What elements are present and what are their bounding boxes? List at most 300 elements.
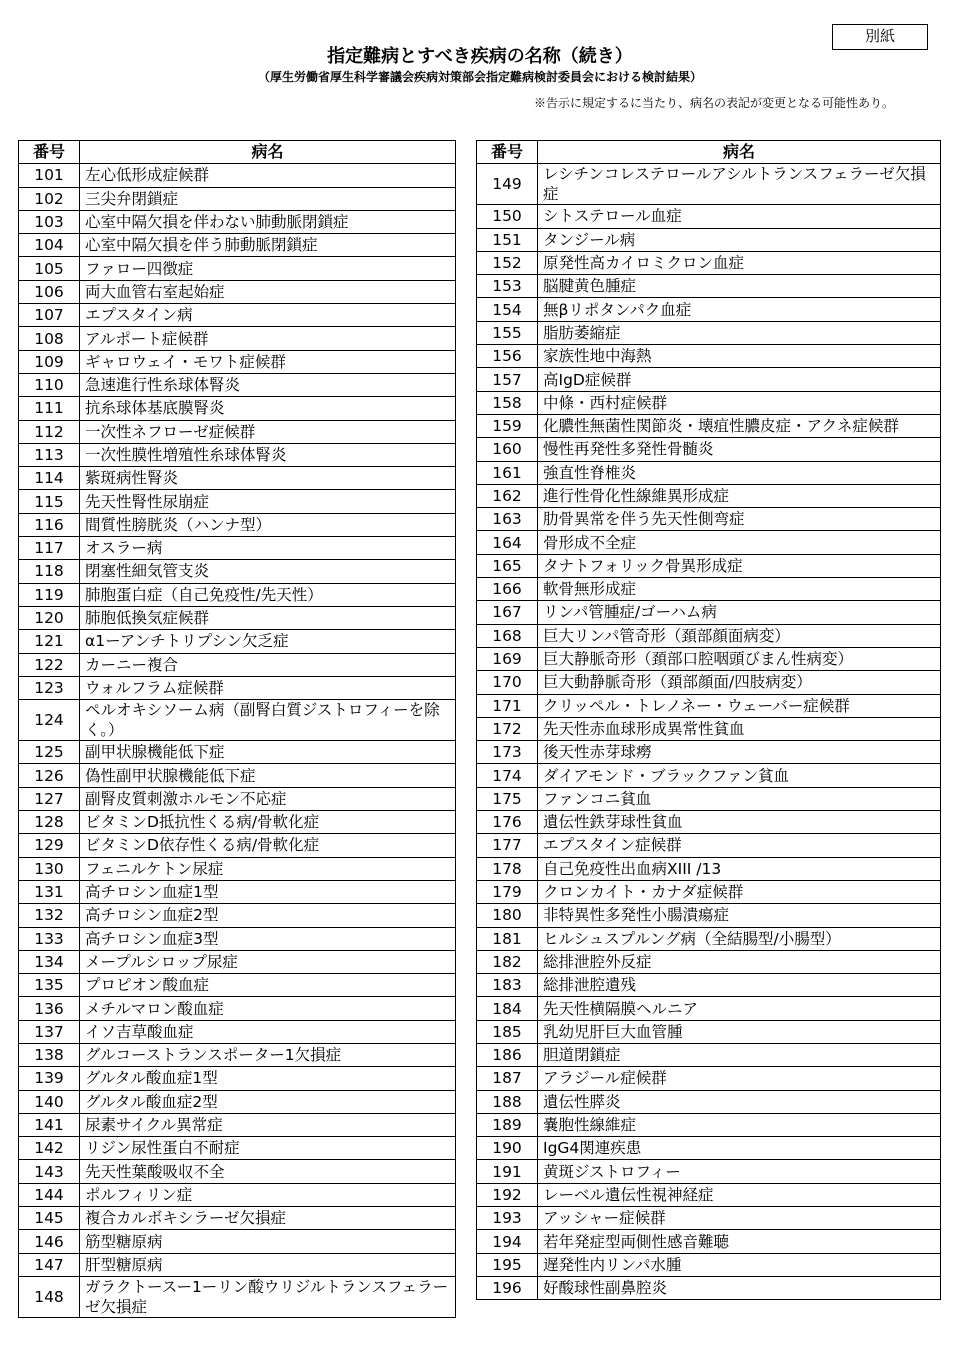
disease-number: 128 [19,811,80,834]
disease-number: 115 [19,490,80,513]
disease-name: 進行性骨化性線維異形成症 [538,484,941,507]
table-row [477,904,941,927]
disease-number: 143 [19,1160,80,1183]
disease-name: 偽性副甲状腺機能低下症 [80,764,456,787]
disease-number: 140 [19,1090,80,1113]
disease-number: 156 [477,345,538,368]
disease-name: リンパ管腫症/ゴーハム病 [538,601,941,624]
disease-name: グルコーストランスポーター1欠損症 [80,1043,456,1066]
table-row [477,228,941,251]
disease-number: 123 [19,676,80,699]
disease-name: 紫斑病性腎炎 [80,467,456,490]
disease-number: 147 [19,1253,80,1276]
disease-number: 152 [477,251,538,274]
table-header-row [19,141,456,164]
disease-name: 複合カルボキシラーゼ欠損症 [80,1207,456,1230]
disease-number: 101 [19,164,80,187]
disease-name: フェニルケトン尿症 [80,857,456,880]
disease-number: 142 [19,1137,80,1160]
table-row [477,601,941,624]
disease-number: 125 [19,741,80,764]
disease-name: 閉塞性細気管支炎 [80,560,456,583]
table-row [19,467,456,490]
disease-name: カーニー複合 [80,653,456,676]
disease-name: 後天性赤芽球癆 [538,741,941,764]
table-row [477,321,941,344]
disease-name: ビタミンD依存性くる病/骨軟化症 [80,834,456,857]
table-row [19,834,456,857]
disease-name: 高IgD症候群 [538,368,941,391]
table-row [19,927,456,950]
table-row [477,1067,941,1090]
table-row [19,164,456,187]
disease-name: エプスタイン症候群 [538,834,941,857]
table-row [19,257,456,280]
table-row [19,397,456,420]
table-row [19,490,456,513]
disease-name: オスラー病 [80,537,456,560]
disease-number: 141 [19,1113,80,1136]
page-title: 指定難病とすべき疾病の名称（続き） [327,46,633,67]
disease-name: 総排泄腔外反症 [538,950,941,973]
disease-name: 若年発症型両側性感音難聴 [538,1230,941,1253]
table-row [19,700,456,741]
disease-name: 副腎皮質刺激ホルモン不応症 [80,787,456,810]
disease-name: タンジール病 [538,228,941,251]
disease-number: 129 [19,834,80,857]
disease-number: 180 [477,904,538,927]
table-row [477,461,941,484]
disease-name: 先天性横隔膜ヘルニア [538,997,941,1020]
disease-name: メチルマロン酸血症 [80,997,456,1020]
table-row [19,630,456,653]
table-row [19,880,456,903]
table-row [477,578,941,601]
disease-number: 179 [477,880,538,903]
disease-name: 心室中隔欠損を伴わない肺動脈閉鎖症 [80,210,456,233]
disease-name: 総排泄腔遺残 [538,974,941,997]
table-row [19,1090,456,1113]
disease-number: 120 [19,606,80,629]
table-row [477,671,941,694]
disease-number: 175 [477,787,538,810]
table-row [19,210,456,233]
disease-number: 159 [477,414,538,437]
disease-number: 178 [477,857,538,880]
disease-name: 脂肪萎縮症 [538,321,941,344]
disease-name: 一次性膜性増殖性糸球体腎炎 [80,443,456,466]
table-row [19,420,456,443]
disease-name: 高チロシン血症3型 [80,927,456,950]
disease-name: クリッペル・トレノネー・ウェーバー症候群 [538,694,941,717]
disease-number: 164 [477,531,538,554]
table-row [19,764,456,787]
disease-number: 166 [477,578,538,601]
table-row [19,787,456,810]
disease-name: 非特異性多発性小腸潰瘍症 [538,904,941,927]
disease-number: 193 [477,1207,538,1230]
disease-name: 三尖弁閉鎖症 [80,187,456,210]
disease-name: 遅発性内リンパ水腫 [538,1253,941,1276]
table-row [19,1183,456,1206]
disease-number: 109 [19,350,80,373]
table-row [477,205,941,228]
disease-name: 遺伝性鉄芽球性貧血 [538,811,941,834]
disease-name: 肺胞低換気症候群 [80,606,456,629]
table-row [19,1113,456,1136]
disease-name: 好酸球性副鼻腔炎 [538,1276,941,1299]
table-row [477,414,941,437]
table-row [19,560,456,583]
table-row [19,811,456,834]
table-row [19,606,456,629]
disease-name: 肋骨異常を伴う先天性側弯症 [538,508,941,531]
disease-number: 137 [19,1020,80,1043]
disease-name: ビタミンD抵抗性くる病/骨軟化症 [80,811,456,834]
disease-name: 家族性地中海熱 [538,345,941,368]
disease-name: 先天性赤血球形成異常性貧血 [538,717,941,740]
disease-number: 155 [477,321,538,344]
table-row [19,1067,456,1090]
disease-number: 181 [477,927,538,950]
disease-name: メープルシロップ尿症 [80,950,456,973]
disease-name: グルタル酸血症1型 [80,1067,456,1090]
table-row [477,1207,941,1230]
disease-number: 144 [19,1183,80,1206]
disease-name: 巨大リンパ管奇形（頚部顔面病変） [538,624,941,647]
disease-number: 184 [477,997,538,1020]
disease-name: 脳腱黄色腫症 [538,275,941,298]
table-row [19,676,456,699]
disease-number: 149 [477,164,538,205]
disease-name: 乳幼児肝巨大血管腫 [538,1020,941,1043]
disease-name: ヒルシュスプルング病（全結腸型/小腸型） [538,927,941,950]
disease-number: 169 [477,647,538,670]
disease-name: シトステロール血症 [538,205,941,228]
disease-name: 強直性脊椎炎 [538,461,941,484]
table-row [477,275,941,298]
disease-number: 192 [477,1183,538,1206]
disease-name: 心室中隔欠損を伴う肺動脈閉鎖症 [80,234,456,257]
table-row [477,741,941,764]
disease-name: 高チロシン血症1型 [80,880,456,903]
table-row [477,251,941,274]
table-row [477,811,941,834]
disease-number: 108 [19,327,80,350]
disease-number: 182 [477,950,538,973]
disease-number: 110 [19,373,80,396]
disease-name: 軟骨無形成症 [538,578,941,601]
disease-name: 慢性再発性多発性骨髄炎 [538,438,941,461]
disease-name: 両大血管右室起始症 [80,280,456,303]
disease-number: 114 [19,467,80,490]
table-row [477,880,941,903]
table-row [477,764,941,787]
disease-name: 左心低形成症候群 [80,164,456,187]
disease-number: 135 [19,974,80,997]
disease-number: 133 [19,927,80,950]
disease-number: 105 [19,257,80,280]
disease-number: 196 [477,1276,538,1299]
disease-name: タナトフォリック骨異形成症 [538,554,941,577]
disease-name: ファンコニ貧血 [538,787,941,810]
table-row [477,1183,941,1206]
disease-number: 151 [477,228,538,251]
table-row [19,857,456,880]
disease-name: アッシャー症候群 [538,1207,941,1230]
disease-name: レーベル遺伝性視神経症 [538,1183,941,1206]
disease-number: 163 [477,508,538,531]
table-row [19,741,456,764]
disease-name: クロンカイト・カナダ症候群 [538,880,941,903]
disease-number: 157 [477,368,538,391]
disease-name: 副甲状腺機能低下症 [80,741,456,764]
disease-number: 138 [19,1043,80,1066]
disease-name: ウォルフラム症候群 [80,676,456,699]
disease-number: 195 [477,1253,538,1276]
table-row [19,974,456,997]
table-row [19,1253,456,1276]
disease-number: 186 [477,1043,538,1066]
disease-name: ダイアモンド・ブラックファン貧血 [538,764,941,787]
disease-name: 尿素サイクル異常症 [80,1113,456,1136]
disease-number: 103 [19,210,80,233]
disease-number: 161 [477,461,538,484]
attachment-badge: 別紙 [832,24,928,50]
disease-name: 遺伝性膵炎 [538,1090,941,1113]
table-row [477,1276,941,1299]
disease-number: 113 [19,443,80,466]
table-header-row [477,141,941,164]
disease-name: 肺胞蛋白症（自己免疫性/先天性） [80,583,456,606]
table-row [19,583,456,606]
disease-number: 150 [477,205,538,228]
disease-table-right [476,140,941,1300]
disease-number: 154 [477,298,538,321]
disease-number: 189 [477,1113,538,1136]
table-row [19,443,456,466]
disease-number: 171 [477,694,538,717]
table-row [19,1137,456,1160]
disease-name: 急速進行性糸球体腎炎 [80,373,456,396]
disease-name: 肝型糖原病 [80,1253,456,1276]
disease-number: 188 [477,1090,538,1113]
disease-number: 185 [477,1020,538,1043]
disease-name: 骨形成不全症 [538,531,941,554]
table-row [19,1160,456,1183]
disease-number: 146 [19,1230,80,1253]
disease-name: ファロー四徴症 [80,257,456,280]
table-row [477,717,941,740]
disease-number: 187 [477,1067,538,1090]
table-row [19,304,456,327]
disease-number: 174 [477,764,538,787]
disease-number: 121 [19,630,80,653]
disease-number: 107 [19,304,80,327]
table-row [477,531,941,554]
disease-number: 102 [19,187,80,210]
table-row [477,1253,941,1276]
disease-name: ペルオキシソーム病（副腎白質ジストロフィーを除く。） [80,700,456,741]
table-row [477,974,941,997]
disease-number: 104 [19,234,80,257]
disease-number: 119 [19,583,80,606]
disease-name: 黄斑ジストロフィー [538,1160,941,1183]
disease-name: 中條・西村症候群 [538,391,941,414]
table-row [19,997,456,1020]
table-row [19,904,456,927]
table-row [19,1276,456,1317]
disease-number: 145 [19,1207,80,1230]
table-row [19,1230,456,1253]
table-row [477,927,941,950]
disease-name: 原発性高カイロミクロン血症 [538,251,941,274]
disease-name: プロピオン酸血症 [80,974,456,997]
table-row [477,834,941,857]
disease-number: 158 [477,391,538,414]
disease-number: 118 [19,560,80,583]
table-row [477,164,941,205]
disease-number: 106 [19,280,80,303]
disclaimer-note: ※告示に規定するに当たり、病名の表記が変更となる可能性あり。 [533,96,894,110]
table-row [19,280,456,303]
column-header-name: 病名 [80,141,456,164]
column-header-name: 病名 [538,141,941,164]
disease-name: 高チロシン血症2型 [80,904,456,927]
table-row [477,1090,941,1113]
table-row [477,1020,941,1043]
table-row [477,391,941,414]
disease-name: 一次性ネフローゼ症候群 [80,420,456,443]
table-row [19,1207,456,1230]
table-row [477,1160,941,1183]
table-row [477,997,941,1020]
disease-number: 132 [19,904,80,927]
disease-number: 116 [19,513,80,536]
disease-name: 自己免疫性出血病XIII /13 [538,857,941,880]
table-row [19,234,456,257]
disease-name: IgG4関連疾患 [538,1137,941,1160]
table-row [477,484,941,507]
disease-table-left [18,140,456,1318]
disease-number: 148 [19,1276,80,1317]
disease-number: 117 [19,537,80,560]
table-row [477,787,941,810]
disease-number: 124 [19,700,80,741]
disease-name: グルタル酸血症2型 [80,1090,456,1113]
table-row [477,857,941,880]
disease-number: 153 [477,275,538,298]
table-row [19,1020,456,1043]
disease-number: 183 [477,974,538,997]
disease-name: 間質性膀胱炎（ハンナ型） [80,513,456,536]
disease-name: 抗糸球体基底膜腎炎 [80,397,456,420]
table-row [19,537,456,560]
disease-name: ガラクトースー1ーリン酸ウリジルトランスフェラーゼ欠損症 [80,1276,456,1317]
disease-name: ポルフィリン症 [80,1183,456,1206]
disease-name: 化膿性無菌性関節炎・壊疽性膿皮症・アクネ症候群 [538,414,941,437]
disease-number: 190 [477,1137,538,1160]
disease-name: 無βリポタンパク血症 [538,298,941,321]
disease-name: 胆道閉鎖症 [538,1043,941,1066]
disease-number: 160 [477,438,538,461]
disease-name: 先天性腎性尿崩症 [80,490,456,513]
table-row [477,298,941,321]
disease-name: α1ーアンチトリプシン欠乏症 [80,630,456,653]
table-row [477,345,941,368]
table-row [19,373,456,396]
table-row [477,1043,941,1066]
disease-number: 130 [19,857,80,880]
disease-name: 巨大動静脈奇形（頚部顔面/四肢病変） [538,671,941,694]
disease-number: 162 [477,484,538,507]
disease-name: 嚢胞性線維症 [538,1113,941,1136]
disease-number: 122 [19,653,80,676]
disease-name: リジン尿性蛋白不耐症 [80,1137,456,1160]
disease-name: エプスタイン病 [80,304,456,327]
table-row [477,1230,941,1253]
table-row [477,508,941,531]
table-row [19,1043,456,1066]
table-row [19,950,456,973]
disease-number: 191 [477,1160,538,1183]
table-row [19,350,456,373]
disease-name: 巨大静脈奇形（頚部口腔咽頭びまん性病変） [538,647,941,670]
table-row [477,1113,941,1136]
table-row [477,438,941,461]
table-row [477,624,941,647]
table-row [477,368,941,391]
table-row [477,647,941,670]
disease-number: 177 [477,834,538,857]
disease-number: 170 [477,671,538,694]
table-row [477,1137,941,1160]
disease-number: 134 [19,950,80,973]
disease-number: 127 [19,787,80,810]
disease-number: 165 [477,554,538,577]
table-row [19,653,456,676]
disease-number: 173 [477,741,538,764]
page-subtitle: （厚生労働省厚生科学審議会疾病対策部会指定難病検討委員会における検討結果） [257,70,702,84]
disease-name: レシチンコレステロールアシルトランスフェラーゼ欠損症 [538,164,941,205]
disease-name: アラジール症候群 [538,1067,941,1090]
table-row [19,513,456,536]
table-row [19,187,456,210]
disease-number: 139 [19,1067,80,1090]
disease-name: アルポート症候群 [80,327,456,350]
disease-number: 167 [477,601,538,624]
disease-number: 131 [19,880,80,903]
disease-name: 筋型糖原病 [80,1230,456,1253]
table-row [477,554,941,577]
disease-name: 先天性葉酸吸収不全 [80,1160,456,1183]
disease-number: 126 [19,764,80,787]
column-header-number: 番号 [19,141,80,164]
table-row [477,950,941,973]
disease-name: イソ吉草酸血症 [80,1020,456,1043]
disease-number: 136 [19,997,80,1020]
disease-number: 172 [477,717,538,740]
disease-number: 168 [477,624,538,647]
disease-number: 111 [19,397,80,420]
disease-number: 112 [19,420,80,443]
table-row [477,694,941,717]
disease-number: 194 [477,1230,538,1253]
disease-number: 176 [477,811,538,834]
table-row [19,327,456,350]
disease-name: ギャロウェイ・モワト症候群 [80,350,456,373]
column-header-number: 番号 [477,141,538,164]
